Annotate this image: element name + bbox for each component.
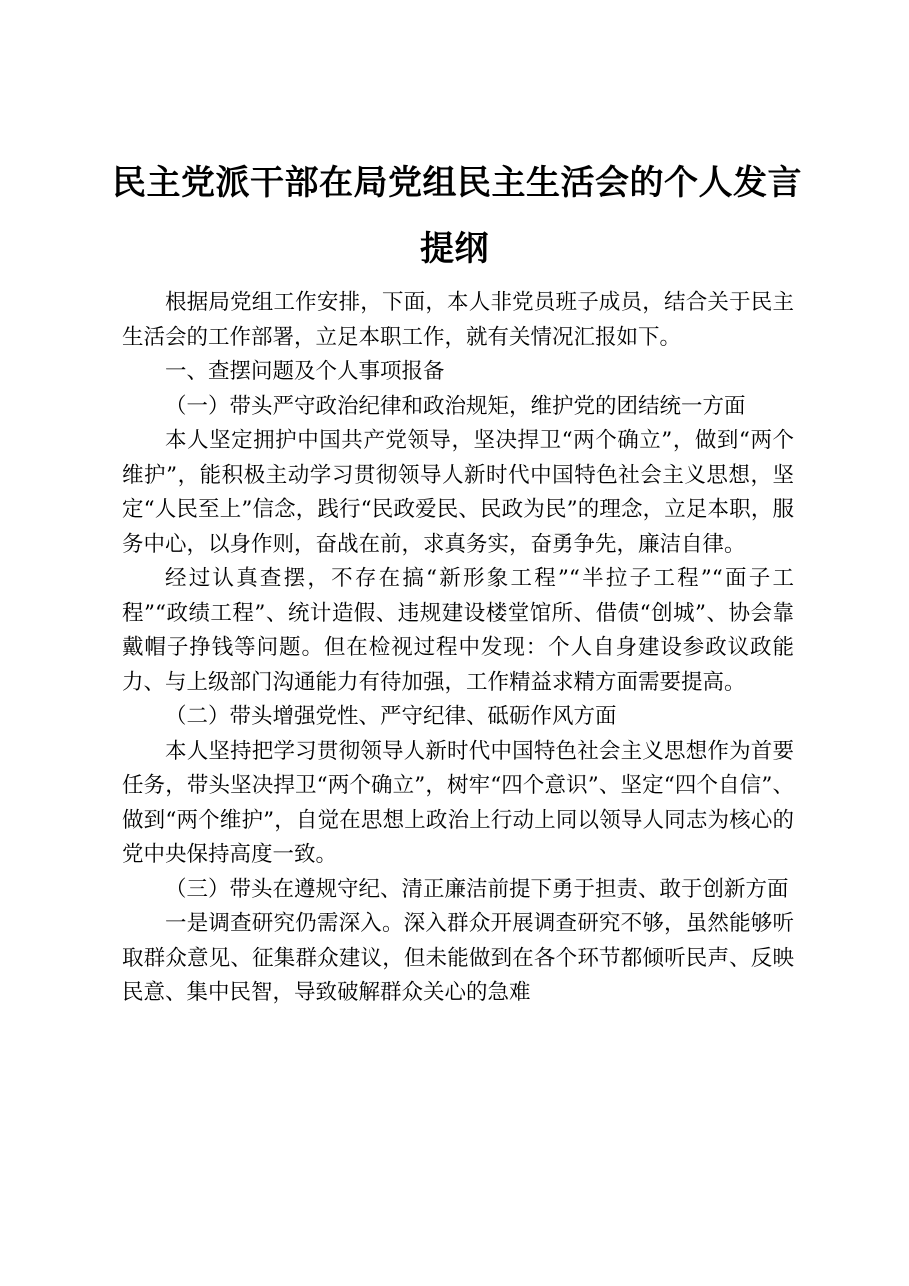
body-paragraph-4: 一是调查研究仍需深入。深入群众开展调查研究不够，虽然能够听取群众意见、征集群众建议，但未能做到在各个环节都倾听民声、反映民意、集中民智，导致破解群众关心的急难: [122, 911, 794, 1005]
body-paragraph-2: 经过认真查摆，不存在搞“新形象工程”“半拉子工程”“面子工程”“政绩工程”、统计造假、违规建设楼堂馆所、借债“创城”、协会靠戴帽子挣钱等问题。但在检视过程中发现：个人自身建设参政议政能力、与上级部门沟通能力有待加强，工作精益求精方面需要提高。: [122, 566, 794, 695]
intro-paragraph: 根据局党组工作安排，下面，本人非党员班子成员，结合关于民主生活会的工作部署，立足本职工作，就有关情况汇报如下。: [122, 290, 794, 350]
document-body: [122, 286, 794, 1011]
document-title-line-1: 民主党派干部在局党组民主生活会的个人发言: [112, 163, 802, 203]
body-paragraph-3: 本人坚持把学习贯彻领导人新时代中国特色社会主义思想作为首要任务，带头坚决捍卫“两个确立”，树牢“四个意识”、坚定“四个自信”、做到“两个维护”，自觉在思想上政治上行动上同以领导人同志为核心的党中央保持高度一致。: [122, 738, 794, 867]
document-title-line-2: 提纲: [420, 229, 489, 269]
subsection-heading-2: （二）带头增强党性、严守纪律、砥砺作风方面: [165, 704, 617, 729]
body-paragraph-1: 本人坚定拥护中国共产党领导，坚决捍卫“两个确立”，做到“两个维护”，能积极主动学习贯彻领导人新时代中国特色社会主义思想，坚定“人民至上”信念，践行“民政爱民、民政为民”的理念，立足本职，服务中心，以身作则，奋战在前，求真务实，奋勇争先，廉洁自律。: [122, 428, 794, 557]
section-heading-1: 一、查摆问题及个人事项报备: [165, 359, 445, 384]
subsection-heading-1: （一）带头严守政治纪律和政治规矩，维护党的团结统一方面: [165, 393, 746, 419]
subsection-heading-3: （三）带头在遵规守纪、清正廉洁前提下勇于担责、敢于创新方面: [165, 876, 789, 902]
